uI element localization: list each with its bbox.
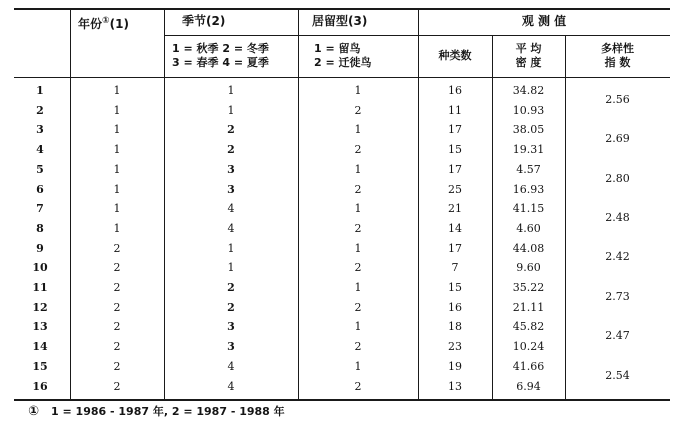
diversity-index-cell: 2.73 <box>605 289 630 303</box>
row-number-cell: 13 <box>32 320 48 334</box>
diversity-index-cell: 2.54 <box>605 368 630 382</box>
residence-cell: 2 <box>354 103 362 117</box>
season-cell: 1 <box>227 261 235 275</box>
row-number-cell: 1 <box>36 84 44 97</box>
diversity-index-cell: 2.56 <box>605 92 630 106</box>
mean-density-cell: 10.24 <box>512 340 545 354</box>
season-cell: 4 <box>227 379 235 393</box>
season-cell: 4 <box>227 221 235 235</box>
mean-density-cell: 9.60 <box>516 261 541 275</box>
season-cell: 3 <box>227 162 235 176</box>
species-count-cell: 7 <box>451 261 459 275</box>
mean-density-header: 密 度 <box>515 56 542 69</box>
year-cell: 2 <box>113 340 121 354</box>
species-count-cell: 17 <box>448 123 462 137</box>
row-number-cell: 2 <box>36 103 44 117</box>
season-cell: 1 <box>227 103 235 117</box>
season-cell: 3 <box>227 182 235 196</box>
year-cell: 1 <box>113 103 121 117</box>
season-cell: 3 <box>227 340 235 354</box>
species-count-cell: 13 <box>448 379 462 393</box>
residence-cell: 1 <box>354 202 362 216</box>
row-number-cell: 10 <box>32 261 48 275</box>
species-count-cell: 15 <box>448 143 462 157</box>
residence-cell: 1 <box>354 281 362 294</box>
row-number-cell: 16 <box>32 379 48 393</box>
mean-density-header: 平 均 <box>515 42 542 55</box>
species-count-cell: 16 <box>448 84 462 97</box>
species-count-cell: 16 <box>448 300 462 314</box>
diversity-index-cell: 2.80 <box>605 171 630 185</box>
row-number-cell: 5 <box>36 162 44 176</box>
diversity-index-cell: 2.69 <box>605 132 630 146</box>
residence-cell: 2 <box>354 261 362 275</box>
mean-density-cell: 4.60 <box>516 221 541 235</box>
row-number-cell: 14 <box>32 340 48 354</box>
residence-cell: 2 <box>354 182 362 196</box>
mean-density-cell: 4.57 <box>516 162 541 176</box>
diversity-index-cell: 2.47 <box>605 329 630 343</box>
mean-density-cell: 35.22 <box>512 281 545 294</box>
year-cell: 1 <box>113 182 121 196</box>
species-count-cell: 21 <box>448 202 462 216</box>
row-number-cell: 6 <box>36 182 44 196</box>
year-cell: 2 <box>113 241 121 255</box>
year-header-code: (1) <box>109 17 129 31</box>
species-count-cell: 11 <box>448 103 462 117</box>
row-number-cell: 8 <box>36 221 44 235</box>
diversity-index-cell: 2.42 <box>605 250 630 264</box>
table-bottom-rule <box>14 399 670 401</box>
season-cell: 1 <box>227 241 235 255</box>
species-count-cell: 17 <box>448 162 462 176</box>
year-cell: 1 <box>113 202 121 216</box>
footnote-marker: ① <box>102 16 110 26</box>
residence-cell: 1 <box>354 84 362 97</box>
year-cell: 2 <box>113 379 121 393</box>
season-cell: 3 <box>227 320 235 334</box>
row-number-cell: 7 <box>36 202 44 216</box>
residence-cell: 2 <box>354 300 362 314</box>
row-number-cell: 11 <box>32 281 48 294</box>
header-bottom-rule <box>14 77 670 78</box>
mean-density-cell: 41.15 <box>512 202 545 216</box>
footnote <box>28 404 285 420</box>
season-cell: 2 <box>227 143 235 157</box>
species-count-cell: 18 <box>448 320 462 334</box>
residence-cell: 1 <box>354 241 362 255</box>
species-count-header: 种类数 <box>438 49 472 62</box>
diversity-index-header: 多样性 <box>601 42 634 55</box>
row-number-cell: 15 <box>32 359 48 373</box>
species-count-cell: 15 <box>448 281 462 294</box>
residence-cell: 2 <box>354 340 362 354</box>
year-cell: 1 <box>113 162 121 176</box>
year-cell: 2 <box>113 281 121 294</box>
species-count-cell: 14 <box>448 221 462 235</box>
mean-density-cell: 6.94 <box>516 379 541 393</box>
season-cell: 2 <box>227 123 235 137</box>
season-cell: 1 <box>227 84 235 97</box>
diversity-index-header: 指 数 <box>604 56 631 69</box>
mean-density-cell: 41.66 <box>512 359 545 373</box>
year-header-label: 年份 <box>78 17 103 31</box>
diversity-index-cell: 2.48 <box>605 211 630 225</box>
season-cell: 2 <box>227 300 235 314</box>
year-cell: 2 <box>113 261 121 275</box>
species-count-cell: 19 <box>448 359 462 373</box>
row-number-cell: 12 <box>32 300 48 314</box>
header-sub-rule <box>164 35 670 36</box>
top-rule <box>14 8 670 10</box>
season-cell: 2 <box>227 281 235 294</box>
residence-cell: 1 <box>354 123 362 137</box>
mean-density-cell: 45.82 <box>512 320 545 334</box>
season-cell: 4 <box>227 359 235 373</box>
residence-key-line: 1 = 留鸟 <box>314 42 361 55</box>
mean-density-cell: 38.05 <box>512 123 545 137</box>
year-cell: 1 <box>113 123 121 137</box>
mean-density-cell: 21.11 <box>512 300 545 314</box>
residence-cell: 1 <box>354 320 362 334</box>
residence-cell: 2 <box>354 143 362 157</box>
row-number-cell: 4 <box>36 143 44 157</box>
year-cell: 1 <box>113 84 121 97</box>
year-cell: 2 <box>113 320 121 334</box>
year-cell: 1 <box>113 143 121 157</box>
season-key-line: 3 = 春季 4 = 夏季 <box>172 56 269 69</box>
season-cell: 4 <box>227 202 235 216</box>
observed-header: 观 测 值 <box>521 14 567 28</box>
row-number-cell: 9 <box>36 241 44 255</box>
season-key-line: 1 = 秋季 2 = 冬季 <box>172 42 269 55</box>
residence-key-line: 2 = 迁徙鸟 <box>314 56 372 69</box>
species-count-cell: 25 <box>448 182 462 196</box>
species-count-cell: 17 <box>448 241 462 255</box>
mean-density-cell: 44.08 <box>512 241 545 255</box>
season-header: 季节(2) <box>182 14 226 28</box>
row-number-cell: 3 <box>36 123 44 137</box>
residence-cell: 2 <box>354 379 362 393</box>
mean-density-cell: 10.93 <box>512 103 545 117</box>
residence-header: 居留型(3) <box>312 14 368 28</box>
species-count-cell: 23 <box>448 340 462 354</box>
year-header <box>78 13 129 32</box>
residence-cell: 2 <box>354 221 362 235</box>
year-cell: 2 <box>113 300 121 314</box>
year-cell: 2 <box>113 359 121 373</box>
residence-cell: 1 <box>354 359 362 373</box>
footnote-text: 1 = 1986 - 1987 年, 2 = 1987 - 1988 年 <box>51 405 285 418</box>
mean-density-cell: 19.31 <box>512 143 545 157</box>
year-cell: 1 <box>113 221 121 235</box>
residence-cell: 1 <box>354 162 362 176</box>
mean-density-cell: 16.93 <box>512 182 545 196</box>
mean-density-cell: 34.82 <box>512 84 545 97</box>
footnote-marker: ① <box>28 404 40 419</box>
